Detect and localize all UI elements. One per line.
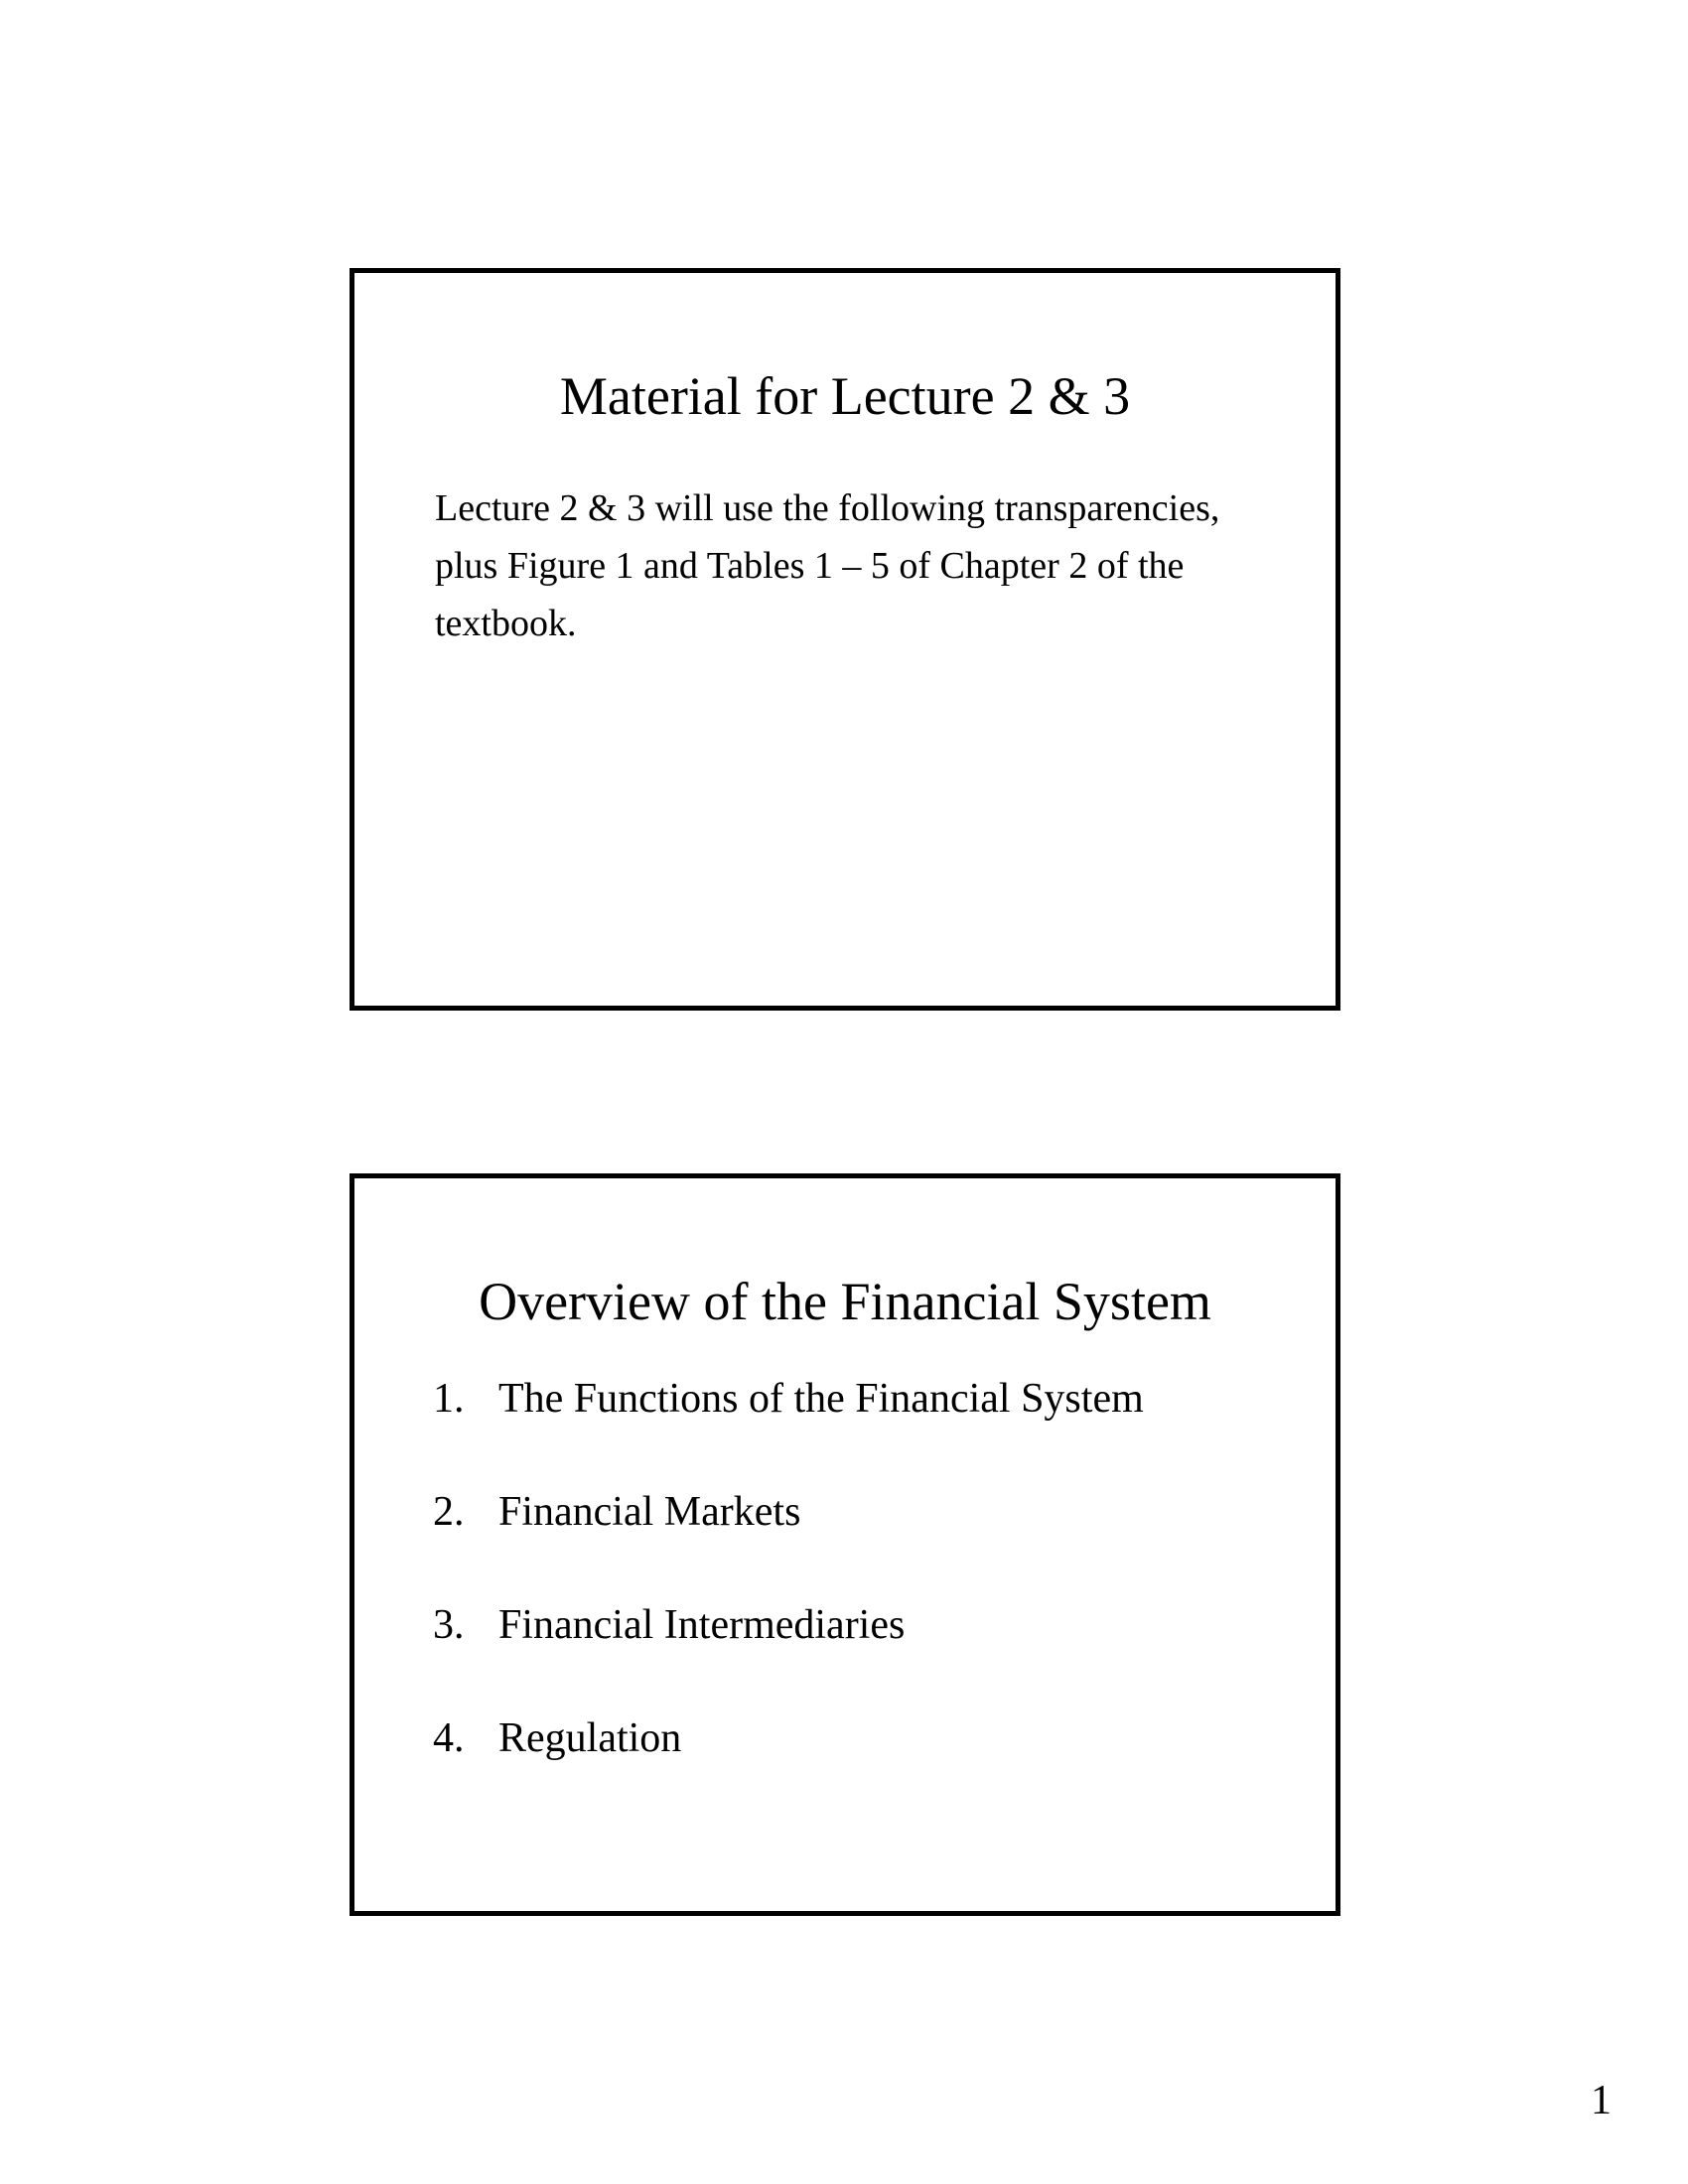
slide-1-body-line-1: Lecture 2 & 3 will use the following transparencies,: [435, 487, 1220, 529]
list-item: [433, 1373, 1144, 1425]
slide-1-body-line-3: textbook.: [435, 603, 577, 644]
slide-2-numbered-list: [354, 1178, 1336, 1911]
slide-frame-1: [350, 268, 1340, 1011]
slide-1-body: [435, 479, 1219, 652]
list-item-label: Regulation: [498, 1715, 682, 1761]
slide-frame-2: [350, 1173, 1340, 1916]
list-item-label: Financial Markets: [498, 1489, 801, 1535]
list-item-label: The Functions of the Financial System: [498, 1376, 1144, 1422]
list-item-number: 4.: [433, 1715, 465, 1761]
list-item-number: 2.: [433, 1489, 465, 1535]
list-item-number: 3.: [433, 1602, 465, 1648]
list-item-number: 1.: [433, 1376, 465, 1422]
slide-1-title: Material for Lecture 2 & 3: [559, 366, 1131, 426]
list-item: [433, 1712, 681, 1764]
slide-2-title: Overview of the Financial System: [479, 1272, 1211, 1331]
list-item: [433, 1486, 800, 1538]
slide-1-body-line-2: plus Figure 1 and Tables 1 – 5 of Chapter 2 of the: [435, 545, 1185, 587]
page-number: 1: [1591, 2078, 1612, 2123]
list-item-label: Financial Intermediaries: [498, 1602, 906, 1648]
list-item: [433, 1599, 905, 1651]
